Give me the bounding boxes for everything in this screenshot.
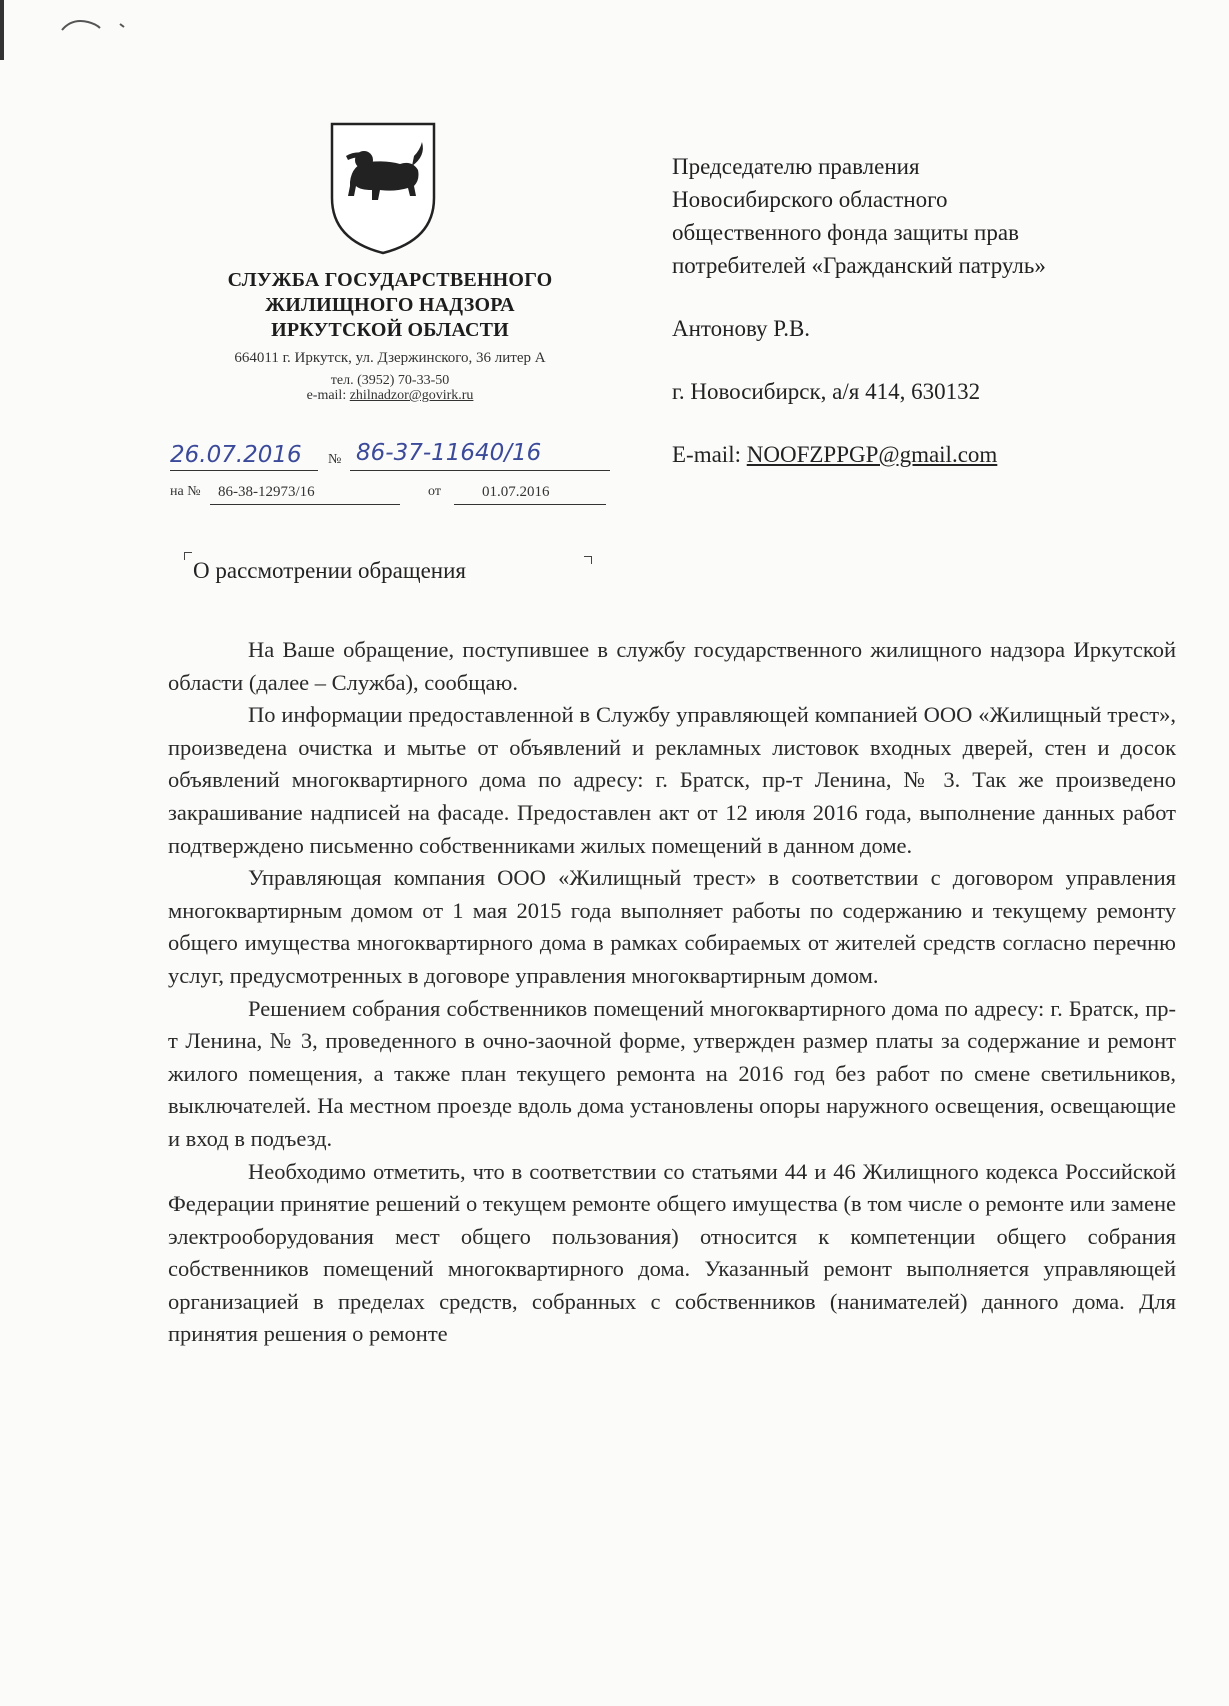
organization-name-line-1: СЛУЖБА ГОСУДАРСТВЕННОГО: [227, 269, 553, 291]
letter-subject: О рассмотрении обращения: [193, 558, 466, 583]
reference-number-underline: [210, 504, 400, 505]
addressee-postal-address: г. Новосибирск, а/я 414, 630132: [672, 379, 981, 404]
body-paragraph-4: Решением собрания собственников помещений многоквартирного дома по адресу: г. Братск, пр-т Ленина, № 3, проведенного в очно-заочной форме, утвержден размер платы за содержание и ремонт жилого помещения, а также план текущего ремонта на 2016 год без работ по смене светильников, выключателей. На местном проезде вдоль дома установлены опоры наружного освещения, освещающие и вход в подъезд.: [168, 995, 1176, 1151]
organization-name-line-2: ЖИЛИЩНОГО НАДЗОРА: [265, 294, 515, 316]
addressee-email-label: E-mail:: [672, 442, 741, 467]
body-paragraph-3: Управляющая компания ООО «Жилищный трест» в соответствии с договором управления многоквартирным домом от 1 мая 2015 года выполняет работы по содержанию и текущему ремонту общего имущества многоквартирного дома в рамках собираемых от жителей средств согласно перечню услуг, предусмотренных в договоре управления многоквартирным домом.: [168, 865, 1176, 988]
addressee-line-3: общественного фонда защиты прав: [672, 220, 1019, 245]
organization-email-label: e-mail:: [306, 388, 347, 403]
spacer: [672, 345, 1192, 375]
registration-number-label: №: [328, 452, 342, 467]
addressee-email-row: [672, 438, 1192, 471]
registration-date-underline: [170, 470, 318, 471]
body-paragraph-2: По информации предоставленной в Службу управляющей компанией ООО «Жилищный трест», произведена очистка и мытье от объявлений и рекламных листовок входных дверей, стен и досок объявлений многоквартирного дома по адресу: г. Братск, пр-т Ленина, № 3. Так же произведено закрашивание надписей на фасаде. Предоставлен акт от 12 июля 2016 года, выполнение данных работ подтверждено письменно собственниками жилых помещений в данном доме.: [168, 702, 1176, 858]
addressee-name: Антонову Р.В.: [672, 316, 811, 341]
registration-block: [170, 440, 610, 506]
irkutsk-coat-of-arms-icon: [328, 120, 438, 256]
reference-number: 86-38-12973/16: [218, 484, 315, 500]
addressee-line-1: Председателю правления: [672, 154, 920, 179]
addressee-line-2: Новосибирского областного: [672, 187, 948, 212]
registration-number-underline: [350, 470, 610, 471]
spacer: [672, 408, 1192, 438]
organization-email-row: [160, 388, 620, 404]
organization-email-link[interactable]: zhilnadzor@govirk.ru: [349, 388, 474, 403]
scan-mark: [60, 14, 130, 34]
spacer: [672, 282, 1192, 312]
registration-date: 26.07.2016: [170, 442, 302, 468]
organization-name-line-3: ИРКУТСКОЙ ОБЛАСТИ: [271, 319, 509, 341]
organization-address: 664011 г. Иркутск, ул. Дзержинского, 36 литер А: [234, 350, 546, 366]
addressee-block: [672, 150, 1192, 471]
reference-number-label: на №: [170, 484, 201, 499]
reference-date-label: от: [428, 484, 441, 499]
registration-number: 86-37-11640/16: [356, 440, 542, 466]
letter-body: [168, 634, 1176, 1351]
body-paragraph-5: Необходимо отметить, что в соответствии со статьями 44 и 46 Жилищного кодекса Российской Федерации принятие решений о текущем ремонте общего имущества (в том числе о ремонте или замене электрооборудования мест общего пользования) относится к компетенции общего собрания собственников помещений многоквартирного дома. Указанный ремонт выполняется управляющей организацией в пределах средств, собранных с собственников (нанимателей) данного дома. Для принятия решения о ремонте: [168, 1158, 1176, 1347]
subject-bracket-left: [184, 552, 192, 560]
addressee-line-4: потребителей «Гражданский патруль»: [672, 253, 1046, 278]
organization-header: [160, 268, 620, 404]
addressee-email-link[interactable]: NOOFZPPGP@gmail.com: [746, 442, 998, 467]
organization-phone: тел. (3952) 70-33-50: [330, 373, 450, 388]
reference-date-underline: [454, 504, 606, 505]
reference-date: 01.07.2016: [482, 484, 550, 500]
subject-bracket-right: [584, 556, 592, 564]
scan-edge: [0, 0, 4, 60]
body-paragraph-1: На Ваше обращение, поступившее в службу государственного жилищного надзора Иркутской области (далее – Служба), сообщаю.: [168, 637, 1176, 695]
